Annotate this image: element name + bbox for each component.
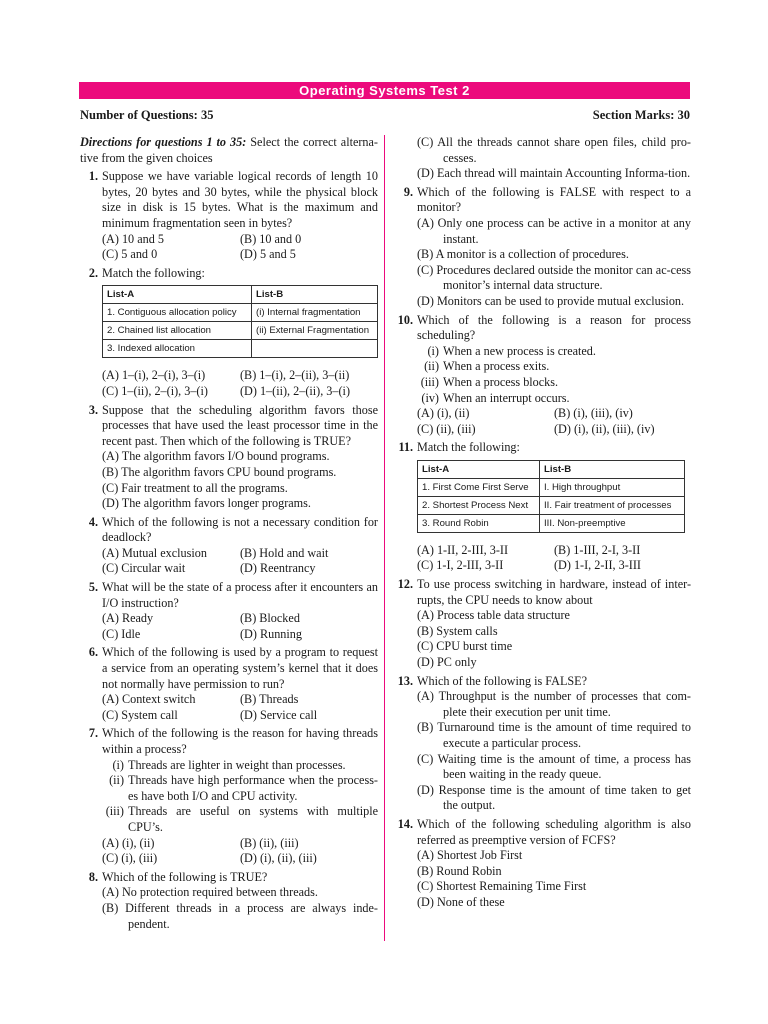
option-b: (B) Different threads in a process are always inde-pendent. — [102, 900, 378, 931]
option-a: (A) Throughput is the number of processes that com-plete their execution per unit time. — [417, 689, 691, 719]
option-b: (B) Round Robin — [417, 863, 502, 878]
option-c: (C) (i), (iii) — [102, 851, 158, 866]
left-column — [80, 135, 378, 935]
question-14 — [389, 817, 691, 911]
statement-label: (ii) — [109, 773, 124, 788]
question-text: Suppose that the scheduling algorithm favors those processes that have used the least processor time in the recent past. Then which of the following is TRUE? — [102, 402, 378, 448]
statement-ii — [102, 773, 378, 804]
table-cell: I. High throughput — [540, 478, 685, 496]
match-table — [417, 460, 685, 533]
option-b: (B) Blocked — [240, 611, 300, 626]
question-3 — [80, 403, 378, 512]
option-a: (A) Only one process can be active in a monitor at any instant. — [417, 215, 691, 246]
question-number: 7. — [88, 726, 98, 741]
option-b: (B) Turnaround time is the amount of time required to execute a particular process. — [417, 720, 691, 750]
table-cell — [252, 340, 378, 358]
option-d: (D) Each thread will maintain Accounting Informa-tion. — [417, 166, 691, 181]
question-number: 4. — [88, 514, 98, 529]
option-c: (C) 1-I, 2-III, 3-II — [417, 558, 504, 573]
option-a: (A) Process table data structure — [417, 608, 570, 623]
statement-label: (i) — [427, 343, 439, 358]
table-header: List-B — [252, 286, 378, 304]
question-text: Which of the following is FALSE with respect to a monitor? — [417, 184, 691, 215]
option-c: (C) All the threads cannot share open files, child pro-cesses. — [417, 135, 691, 165]
statement-label: (i) — [112, 757, 124, 772]
question-10 — [389, 313, 691, 438]
option-d: (D) Reentrancy — [240, 561, 316, 576]
question-number: 2. — [88, 265, 98, 280]
table-cell: 2. Chained list allocation — [103, 322, 252, 340]
option-a: (A) No protection required between threads. — [102, 885, 318, 900]
question-5 — [80, 580, 378, 642]
option-b: (B) (i), (iii), (iv) — [554, 406, 633, 421]
statement-iii — [417, 375, 691, 391]
question-text: Which of the following is a reason for process scheduling? — [417, 312, 691, 343]
column-divider — [384, 135, 385, 941]
option-a: (A) Shortest Job First — [417, 848, 523, 863]
statement-label: (iii) — [420, 374, 439, 389]
question-text: Which of the following is the reason for having threads within a process? — [102, 726, 378, 756]
table-cell: II. Fair treatment of processes — [540, 496, 685, 514]
option-a: (A) 1–(i), 2–(i), 3–(i) — [102, 368, 206, 383]
question-8 — [80, 870, 378, 932]
directions-label: Directions for questions 1 to 35: — [80, 135, 247, 149]
question-number: 5. — [88, 580, 98, 595]
match-table — [102, 285, 378, 358]
question-number: 3. — [88, 402, 98, 417]
question-number: 6. — [88, 645, 98, 660]
table-cell: 1. First Come First Serve — [418, 478, 540, 496]
option-d: (D) Service call — [240, 707, 318, 722]
option-c: (C) Idle — [102, 626, 141, 641]
statement-text: When a process blocks. — [443, 374, 559, 389]
question-text: Which of the following is used by a program to request a service from an operating system’s kernel that it does not normally have permission to run? — [102, 645, 378, 691]
option-a: (A) 10 and 5 — [102, 231, 164, 246]
option-d: (D) 5 and 5 — [240, 247, 296, 262]
option-a: (A) (i), (ii) — [102, 835, 155, 850]
statement-i — [417, 344, 691, 360]
question-11 — [389, 440, 691, 574]
option-a: (A) Ready — [102, 611, 154, 626]
statement-label: (ii) — [424, 359, 439, 374]
option-c: (C) 1–(ii), 2–(i), 3–(i) — [102, 383, 208, 398]
question-text: Which of the following is not a necessary condition for deadlock? — [102, 514, 378, 545]
question-text: To use process switching in hardware, instead of inter-rupts, the CPU needs to know about — [417, 577, 691, 607]
option-b: (B) A monitor is a collection of procedures. — [417, 247, 629, 262]
option-b: (B) (ii), (iii) — [240, 835, 299, 850]
option-b: (B) Hold and wait — [240, 545, 329, 560]
option-d: (D) The algorithm favors longer programs. — [102, 496, 311, 511]
option-c: (C) CPU burst time — [417, 639, 513, 654]
question-9 — [389, 185, 691, 310]
option-c: (C) Fair treatment to all the programs. — [102, 480, 288, 495]
question-text: What will be the state of a process after it encounters an I/O instruction? — [102, 580, 378, 610]
option-c: (C) Shortest Remaining Time First — [417, 879, 587, 894]
statement-text: Threads are useful on systems with multiple CPU’s. — [128, 804, 378, 834]
option-a: (A) Mutual exclusion — [102, 545, 207, 560]
option-d: (D) PC only — [417, 655, 477, 670]
table-cell: (i) Internal fragmentation — [252, 304, 378, 322]
statement-iii — [102, 804, 378, 835]
option-a: (A) Context switch — [102, 692, 196, 707]
question-number: 10. — [397, 312, 413, 327]
statement-label: (iv) — [421, 390, 439, 405]
table-header: List-B — [540, 460, 685, 478]
option-c: (C) (ii), (iii) — [417, 421, 476, 436]
table-cell: III. Non-preemptive — [540, 514, 685, 532]
table-cell: 3. Indexed allocation — [103, 340, 252, 358]
statement-text: When a process exits. — [443, 359, 550, 374]
statement-i — [102, 758, 378, 774]
question-8-continued — [389, 135, 691, 182]
question-text: Which of the following is TRUE? — [102, 869, 268, 884]
option-c: (C) Circular wait — [102, 561, 186, 576]
directions-text: Select the correct alterna-tive from the given choices — [80, 135, 378, 165]
option-b: (B) The algorithm favors CPU bound programs. — [102, 464, 337, 479]
statement-text: Threads are lighter in weight than processes. — [128, 757, 346, 772]
number-of-questions: Number of Questions: 35 — [80, 108, 214, 122]
right-column — [389, 135, 691, 914]
question-number: 1. — [88, 169, 98, 184]
option-d: (D) Running — [240, 626, 302, 641]
question-7 — [80, 726, 378, 866]
option-b: (B) 10 and 0 — [240, 231, 302, 246]
option-b: (B) System calls — [417, 623, 498, 638]
statement-iv — [417, 391, 691, 407]
table-cell: 2. Shortest Process Next — [418, 496, 540, 514]
option-b: (B) Threads — [240, 692, 299, 707]
question-number: 8. — [88, 869, 98, 884]
question-2 — [80, 266, 378, 400]
option-a: (A) 1-II, 2-III, 3-II — [417, 542, 509, 557]
option-a: (A) The algorithm favors I/O bound programs. — [102, 449, 330, 464]
question-text: Which of the following scheduling algorithm is also referred as preemptive version of FCFS? — [417, 816, 691, 847]
statement-text: When a new process is created. — [443, 343, 596, 358]
option-d: (D) None of these — [417, 894, 505, 909]
option-d: (D) (i), (ii), (iii), (iv) — [554, 421, 655, 436]
option-b: (B) 1-III, 2-I, 3-II — [554, 542, 641, 557]
statement-ii — [417, 359, 691, 375]
question-13 — [389, 674, 691, 814]
option-c: (C) Procedures declared outside the monitor can ac-cess monitor’s internal data structure. — [417, 262, 691, 293]
question-number: 11. — [398, 440, 413, 455]
option-d: (D) Response time is the amount of time taken to get the output. — [417, 782, 691, 813]
question-number: 12. — [397, 577, 413, 592]
question-1 — [80, 169, 378, 263]
option-d: (D) Monitors can be used to provide mutual exclusion. — [417, 293, 685, 308]
statement-text: Threads have high performance when the process-es have both I/O and CPU activity. — [128, 773, 378, 803]
question-4 — [80, 515, 378, 577]
question-12 — [389, 577, 691, 671]
statement-label: (iii) — [105, 804, 124, 819]
option-c: (C) 5 and 0 — [102, 247, 158, 262]
option-a: (A) (i), (ii) — [417, 406, 470, 421]
option-d: (D) (i), (ii), (iii) — [240, 851, 317, 866]
question-number: 13. — [397, 673, 413, 688]
question-text: Match the following: — [417, 440, 520, 455]
question-text: Which of the following is FALSE? — [417, 673, 588, 688]
option-b: (B) 1–(i), 2–(ii), 3–(ii) — [240, 368, 350, 383]
test-title-banner: Operating Systems Test 2 — [79, 82, 690, 99]
table-cell: 1. Contiguous allocation policy — [103, 304, 252, 322]
option-c: (C) Waiting time is the amount of time, a process has been waiting in the ready queue. — [417, 751, 691, 782]
option-d: (D) 1–(ii), 2–(ii), 3–(i) — [240, 383, 350, 398]
option-d: (D) 1-I, 2-II, 3-III — [554, 558, 641, 573]
directions — [80, 135, 378, 166]
statement-text: When an interrupt occurs. — [443, 390, 570, 405]
table-cell: 3. Round Robin — [418, 514, 540, 532]
question-number: 9. — [403, 184, 413, 199]
section-marks: Section Marks: 30 — [592, 108, 690, 122]
question-number: 14. — [397, 816, 413, 831]
table-cell: (ii) External Fragmentation — [252, 322, 378, 340]
question-6 — [80, 645, 378, 723]
table-header: List-A — [103, 286, 252, 304]
question-text: Match the following: — [102, 265, 205, 280]
option-c: (C) System call — [102, 707, 178, 722]
table-header: List-A — [418, 460, 540, 478]
question-text: Suppose we have variable logical records of length 10 bytes, 20 bytes and 30 bytes, while the physical block size in disk is 15 bytes. What is the maximum and minimum fragmentation seen in bytes? — [102, 169, 378, 230]
